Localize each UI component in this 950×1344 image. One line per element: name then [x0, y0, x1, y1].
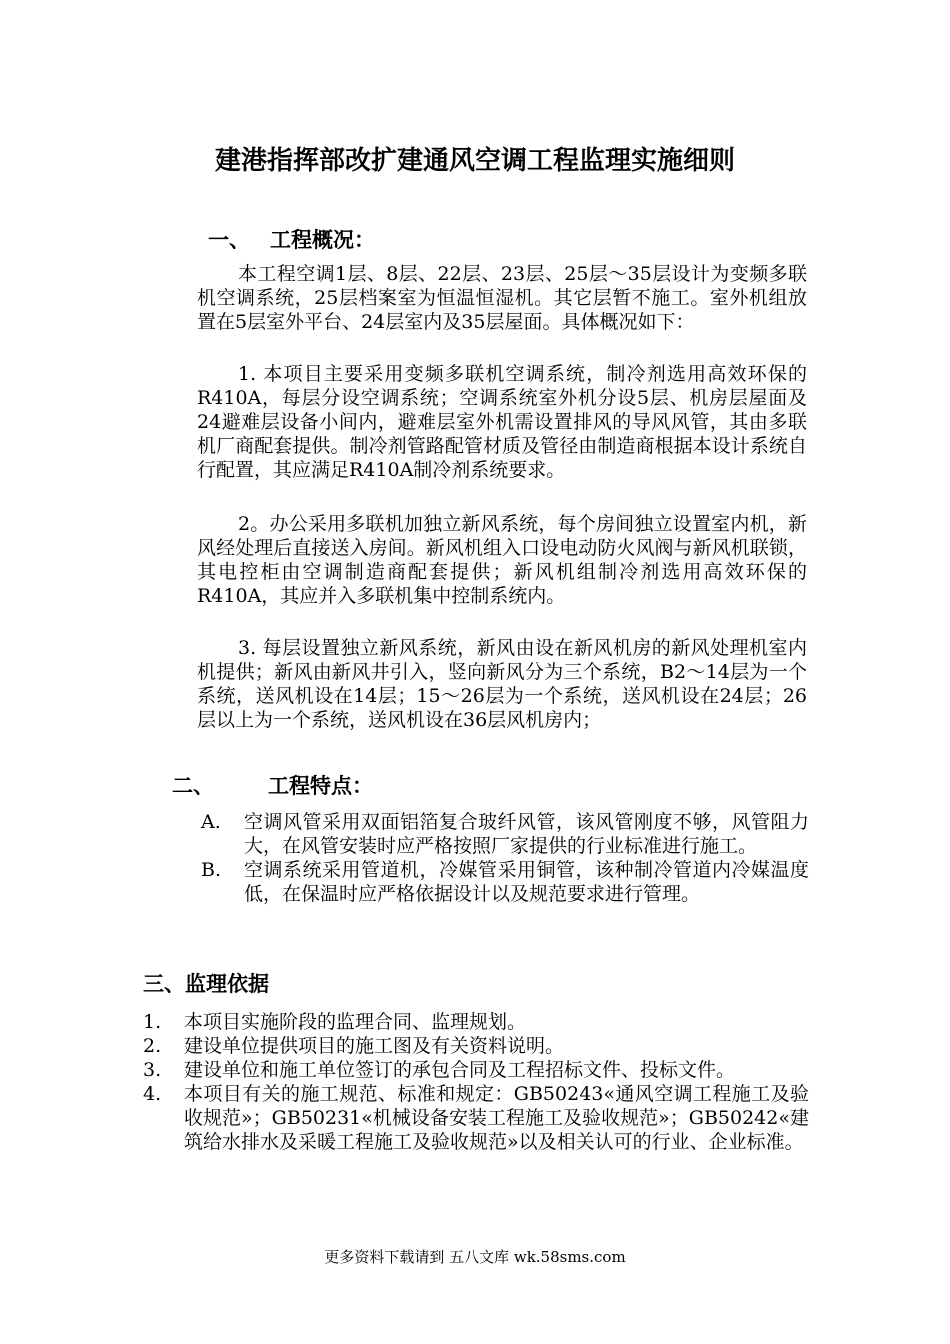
section3-heading: 三、监理依据 [143, 972, 269, 996]
list-item-text: 建设单位和施工单位签订的承包合同及工程招标文件、投标文件。 [184, 1059, 736, 1081]
section2-title: 工程特点： [268, 774, 373, 798]
list-item-label: 2. [143, 1035, 162, 1057]
section1-paragraph-2: 2。办公采用多联机加独立新风系统，每个房间独立设置室内机，新风经处理后直接送入房间。新风机组入口设电动防火风阀与新风机联锁，其电控柜由空调制造商配套提供；新风机组制冷剂选用高效环保的R410A，其应并入多联机集中控制系统内。 [197, 513, 807, 607]
section1-intro: 本工程空调1层、8层、22层、23层、25层～35层设计为变频多联机空调系统，25层档案室为恒温恒湿机。其它层暂不施工。室外机组放置在5层室外平台、24层室内及35层屋面。具体概况如下： [197, 263, 807, 333]
list-item-label: 1. [143, 1011, 162, 1033]
section2-number: 二、 [172, 774, 214, 798]
section2-list [197, 810, 809, 906]
list-item-text: 空调系统采用管道机，冷媒管采用铜管，该种制冷管道内冷媒温度低，在保温时应严格依据设计以及规范要求进行管理。 [244, 859, 809, 905]
list-item [197, 858, 809, 906]
list-item [143, 1082, 809, 1154]
section1-paragraph-3: 3. 每层设置独立新风系统，新风由设在新风机房的新风处理机室内机提供；新风由新风井引入，竖向新风分为三个系统，B2～14层为一个系统，送风机设在14层；15～26层为一个系统，送风机设在24层；26层以上为一个系统，送风机设在36层风机房内； [197, 637, 807, 731]
list-item-label: 3. [143, 1059, 162, 1081]
section1-number: 一、 [208, 228, 250, 252]
list-item [143, 1010, 809, 1034]
list-item-text: 空调风管采用双面铝箔复合玻纤风管，该风管刚度不够，风管阻力大，在风管安装时应严格按照厂家提供的行业标准进行施工。 [244, 811, 809, 857]
list-item-text: 本项目有关的施工规范、标准和规定：GB50243«通风空调工程施工及验收规范»；GB50231«机械设备安装工程施工及验收规范»；GB50242«建筑给水排水及采暖工程施工及验收规范»以及相关认可的行业、企业标准。 [184, 1083, 809, 1153]
list-item-text: 本项目实施阶段的监理合同、监理规划。 [184, 1011, 527, 1033]
list-item-text: 建设单位提供项目的施工图及有关资料说明。 [184, 1035, 565, 1057]
section3-list [143, 1010, 809, 1154]
list-item-label: A. [201, 811, 221, 833]
document-title: 建港指挥部改扩建通风空调工程监理实施细则 [214, 146, 735, 176]
list-item [197, 810, 809, 858]
footer-note: 更多资料下载请到 五八文库 wk.58sms.com [324, 1248, 626, 1266]
section1-title: 工程概况： [270, 228, 375, 252]
section1-paragraph-1: 1. 本项目主要采用变频多联机空调系统，制冷剂选用高效环保的R410A，每层分设空调系统；空调系统室外机分设5层、机房层屋面及24避难层设备小间内，避难层室外机需设置排风的导风风管，其由多联机厂商配套提供。制冷剂管路配管材质及管径由制造商根据本设计系统自行配置，其应满足R410A制冷剂系统要求。 [197, 363, 807, 481]
list-item-label: 4. [143, 1083, 162, 1105]
section2-heading [172, 772, 373, 800]
list-item [143, 1034, 809, 1058]
list-item-label: B. [201, 859, 222, 881]
list-item [143, 1058, 809, 1082]
section1-heading [208, 226, 375, 254]
